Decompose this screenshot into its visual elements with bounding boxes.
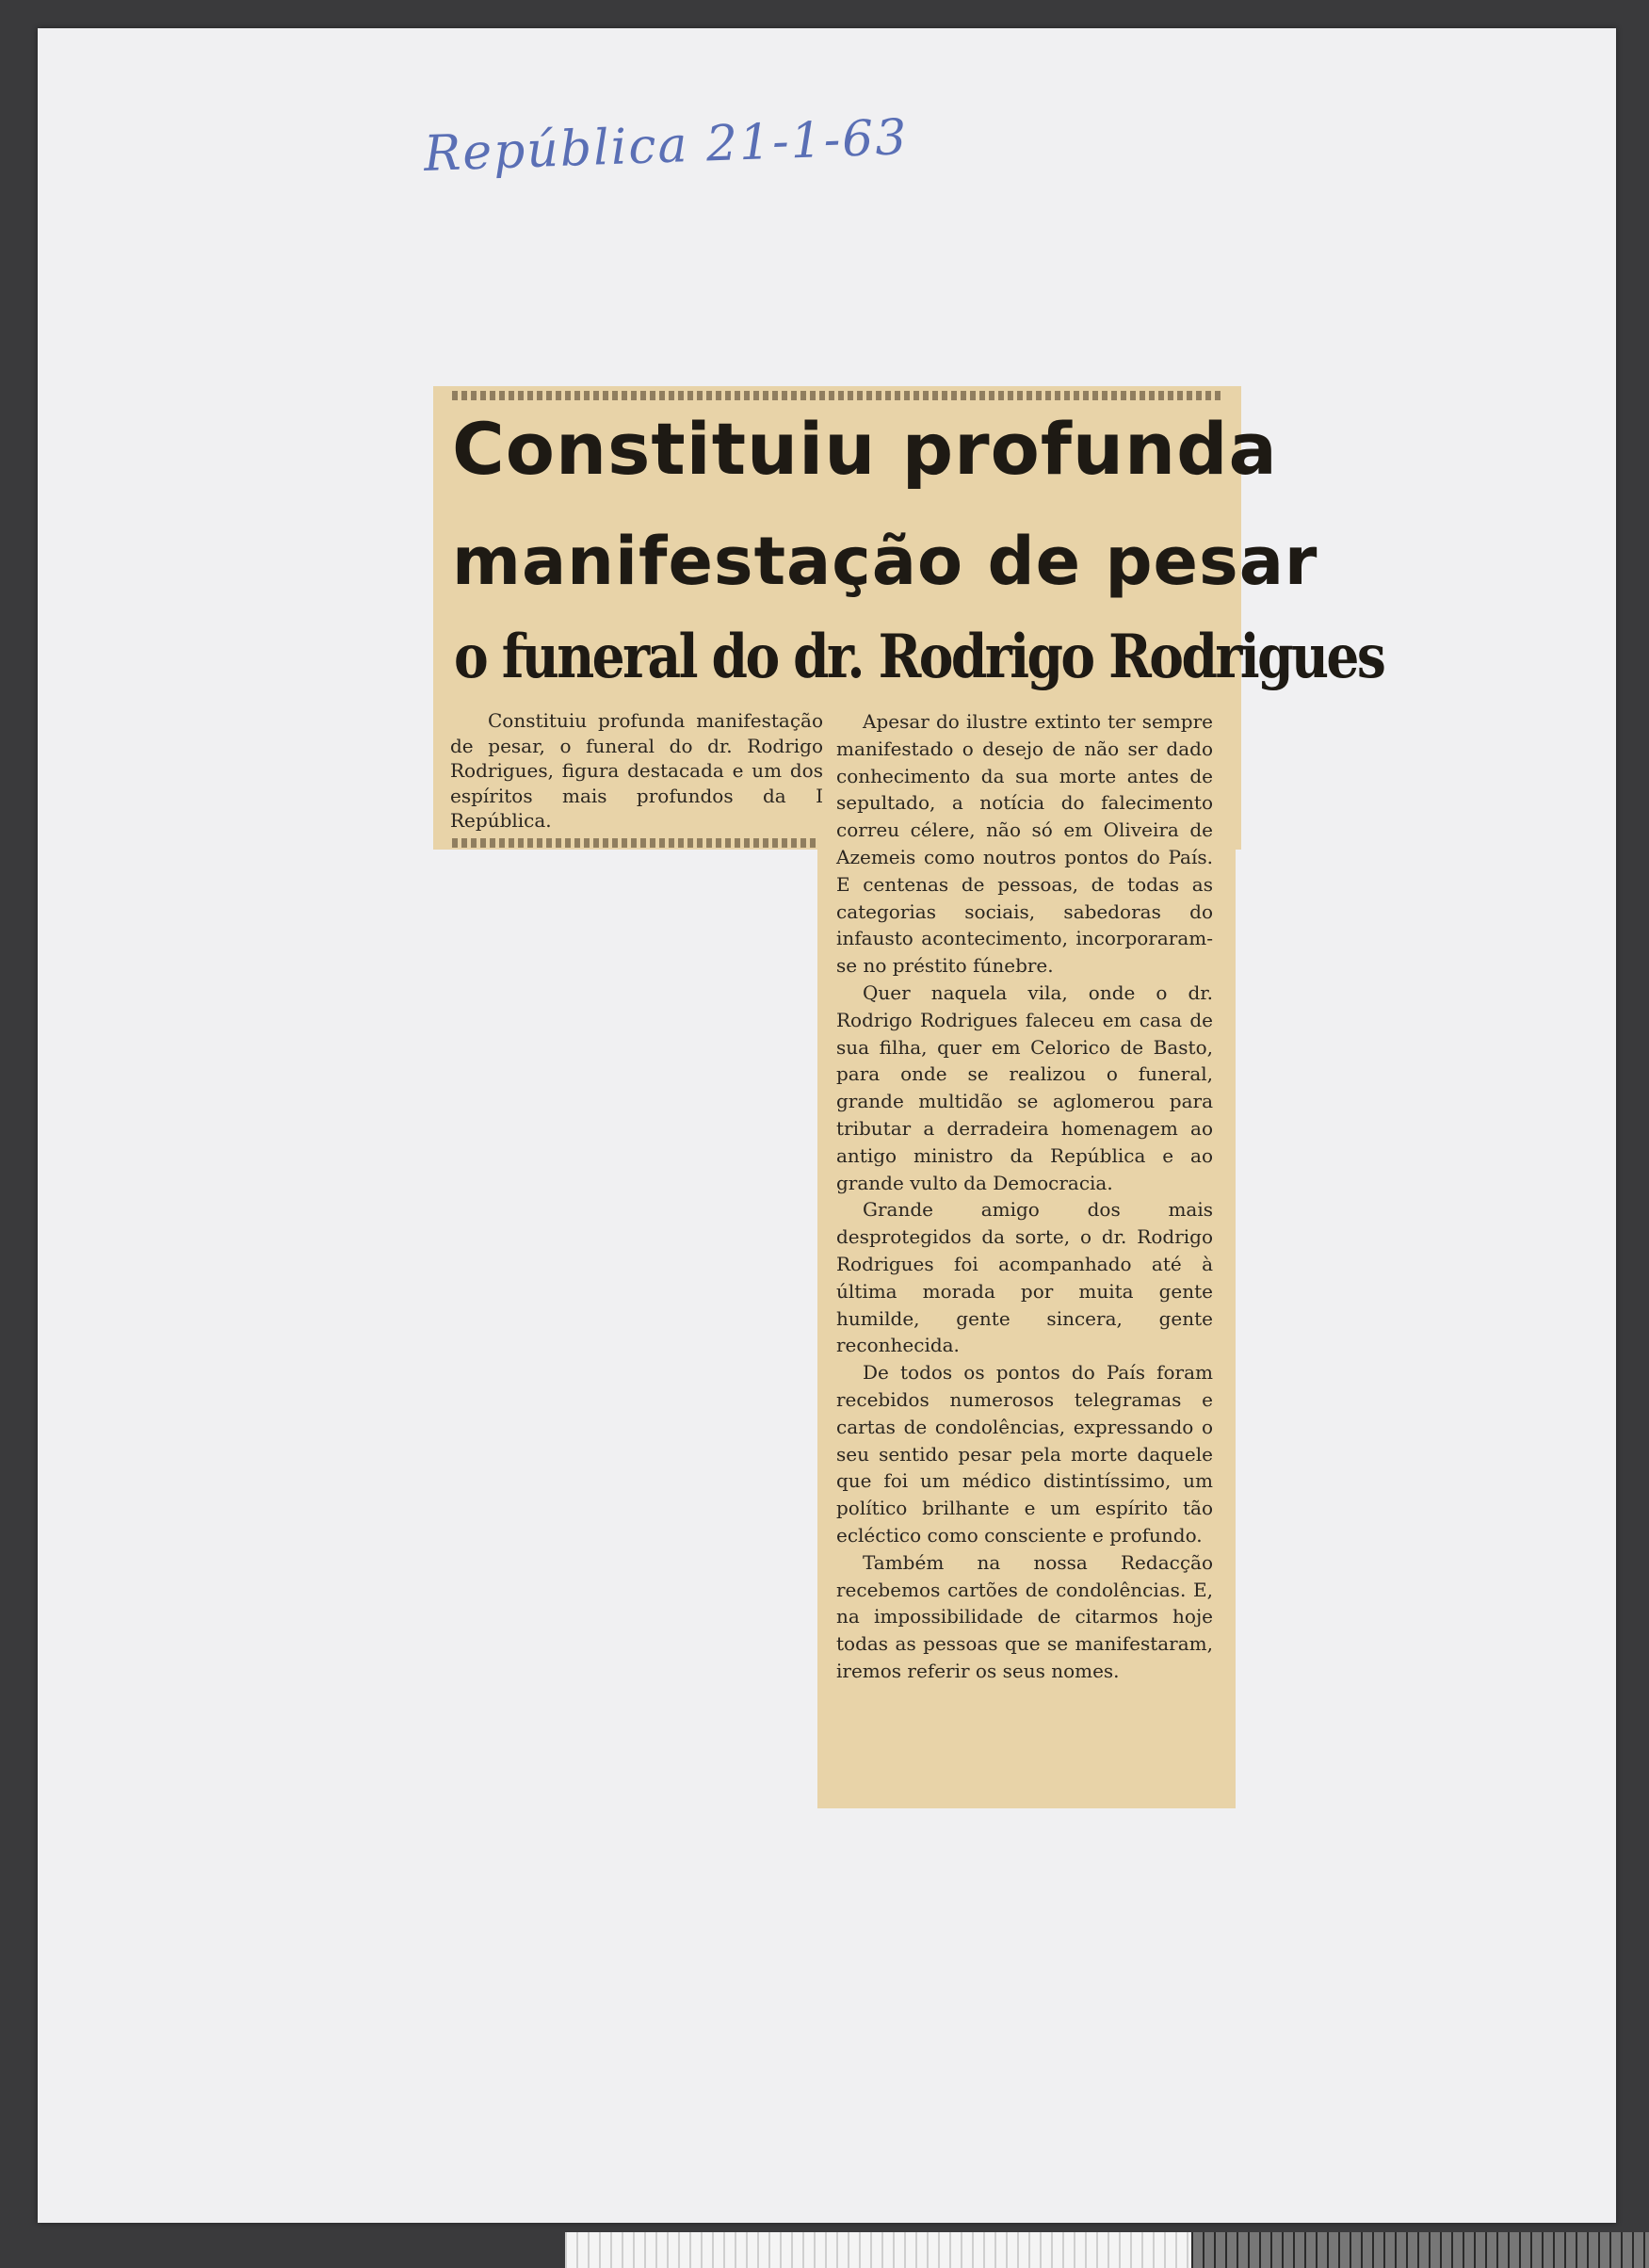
article-body <box>836 708 1213 1685</box>
headline-line-2: manifestação de pesar <box>452 523 1318 600</box>
scale-ruler-dark <box>1191 2232 1649 2268</box>
wavy-rule-bottom <box>452 838 819 848</box>
headline-line-1: Constituiu profunda <box>452 407 1278 491</box>
headline-line-3: o funeral do dr. Rodrigo Rodrigues <box>454 622 1384 692</box>
article-paragraph: Apesar do ilustre extinto ter sempre manifestado o desejo de não ser dado conhecimento da sua morte antes de sepultado, a notícia do falecimento correu célere, não só em Oliveira de Azemeis como noutros pontos do País. E centenas de pessoas, de todas as categorias sociais, sabedoras do infausto acontecimento, incorporaram-se no préstito fúnebre. <box>836 710 1213 978</box>
article-paragraph: Também na nossa Redacção recebemos cartões de condolências. E, na impossibilidade de citarmos hoje todas as pessoas que se manifestaram, iremos referir os seus nomes. <box>836 1550 1213 1682</box>
wavy-rule-top <box>452 391 1224 400</box>
handwritten-source-date: República 21-1-63 <box>423 109 910 183</box>
article-paragraph: Quer naquela vila, onde o dr. Rodrigo Rodrigues faleceu em casa de sua filha, quer em Celorico de Basto, para onde se realizou o funeral, grande multidão se aglomerou para tributar a derradeira homenagem ao antigo ministro da República e ao grande vulto da Democracia. <box>836 980 1213 1194</box>
article-paragraph: Grande amigo dos mais desprotegidos da sorte, o dr. Rodrigo Rodrigues foi acompanhado até à última morada por muita gente humilde, gente sincera, gente reconhecida. <box>836 1198 1213 1357</box>
article-lead: Constituiu profunda manifestação de pesar, o funeral do dr. Rodrigo Rodrigues, figura destacada e um dos espíritos mais profundos da I República. <box>450 709 823 832</box>
article-paragraph: De todos os pontos do País foram recebidos numerosos telegramas e cartas de condolências, expressando o seu sentido pesar pela morte daquele que foi um médico distintíssimo, um político brilhante e um espírito tão ecléctico como consciente e profundo. <box>836 1361 1213 1547</box>
